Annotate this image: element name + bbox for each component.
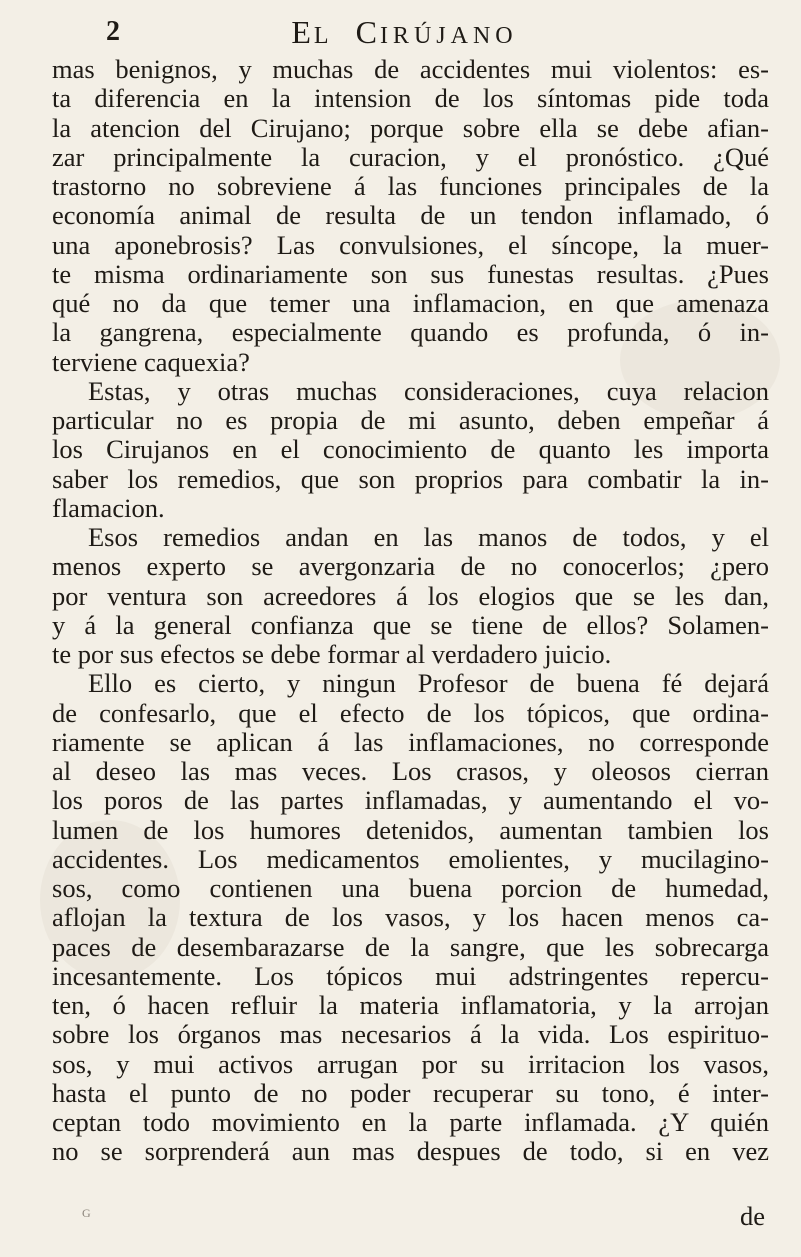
text-line: hasta el punto de no poder recuperar su tono, é inter- (52, 1077, 769, 1108)
text-line: lumen de los humores detenidos, aumentan tambien los (52, 814, 769, 845)
text-line: los poros de las partes inflamadas, y aumentando el vo- (52, 785, 769, 816)
catchword: de (739, 1201, 765, 1231)
text-line: riamente se aplican á las inflamaciones, no corresponde (52, 726, 769, 757)
signature-mark: G (82, 1206, 91, 1220)
text-line: sos, y mui activos arrugan por su irritacion los vasos, (52, 1048, 769, 1079)
text-line: la atencion del Cirujano; porque sobre ella se debe afian- (52, 112, 769, 143)
text-line: zar principalmente la curacion, y el pronóstico. ¿Qué (52, 141, 769, 172)
text-line: flamacion. (52, 492, 165, 523)
title-initial-e: E (291, 14, 314, 50)
text-line: Esos remedios andan en las manos de todos, y el (88, 522, 769, 552)
text-line: menos experto se avergonzaria de no conocerlos; ¿pero (52, 551, 769, 582)
text-line: accidentes. Los medicamentos emolientes, y mucilagino- (52, 843, 769, 874)
title-rest-el: L (313, 23, 334, 49)
text-line: sos, como contienen una buena porcion de humedad, (52, 873, 769, 903)
text-line: ten, ó hacen refluir la materia inflamatoria, y la arrojan (52, 990, 769, 1020)
text-line: por ventura son acreedores á los elogios que se les dan, (52, 580, 769, 611)
text-line: incesantemente. Los tópicos mui adstringentes repercu- (52, 960, 769, 991)
text-line: al deseo las mas veces. Los crasos, y oleosos cierran (52, 756, 769, 786)
text-line: sobre los órganos mas necesarios á la vida. Los espirituo- (52, 1019, 769, 1050)
text-line: te por sus efectos se debe formar al verdadero juicio. (52, 639, 612, 669)
running-header (0, 12, 801, 52)
text-line: paces de desembarazarse de la sangre, que les sobrecarga (52, 931, 769, 962)
page-number: 2 (106, 16, 120, 47)
text-line: ceptan todo movimiento en la parte inflamada. ¿Y quién (52, 1107, 769, 1137)
text-line: Ello es cierto, y ningun Profesor de buena fé dejará (88, 668, 769, 699)
text-line: te misma ordinariamente son sus funestas resultas. ¿Pues (52, 258, 769, 289)
text-line: Estas, y otras muchas consideraciones, cuya relacion (88, 375, 769, 406)
text-line: trastorno no sobreviene á las funciones principales de la (52, 171, 769, 201)
body-text (52, 55, 769, 1167)
title-rest-cirujano: IRÚJANO (379, 23, 518, 49)
text-line: particular no es propia de mi asunto, deben empeñar á (52, 405, 769, 435)
text-line: qué no da que temer una inflamacion, en que amenaza (52, 288, 769, 318)
text-line: y á la general confianza que se tiene de ellos? Solamen- (52, 609, 769, 640)
text-line: una aponebrosis? Las convulsiones, el síncope, la muer- (52, 229, 769, 260)
text-line: saber los remedios, que son proprios para combatir la in- (52, 463, 769, 494)
text-line: ta diferencia en la intension de los síntomas pide toda (52, 83, 769, 114)
running-title (0, 12, 801, 56)
text-line: terviene caquexia? (52, 346, 250, 377)
text-line: la gangrena, especialmente quando es profunda, ó in- (52, 317, 769, 348)
text-line: economía animal de resulta de un tendon inflamado, ó (52, 200, 769, 231)
text-line: no se sorprenderá aun mas despues de todo, si en vez (52, 1136, 769, 1167)
title-initial-c: C (355, 14, 380, 50)
text-line: aflojan la textura de los vasos, y los hacen menos ca- (52, 902, 769, 933)
text-line: mas benignos, y muchas de accidentes mui violentos: es- (52, 54, 769, 84)
text-line: los Cirujanos en el conocimiento de quanto les importa (52, 434, 769, 465)
text-line: de confesarlo, que el efecto de los tópicos, que ordina- (52, 697, 769, 728)
